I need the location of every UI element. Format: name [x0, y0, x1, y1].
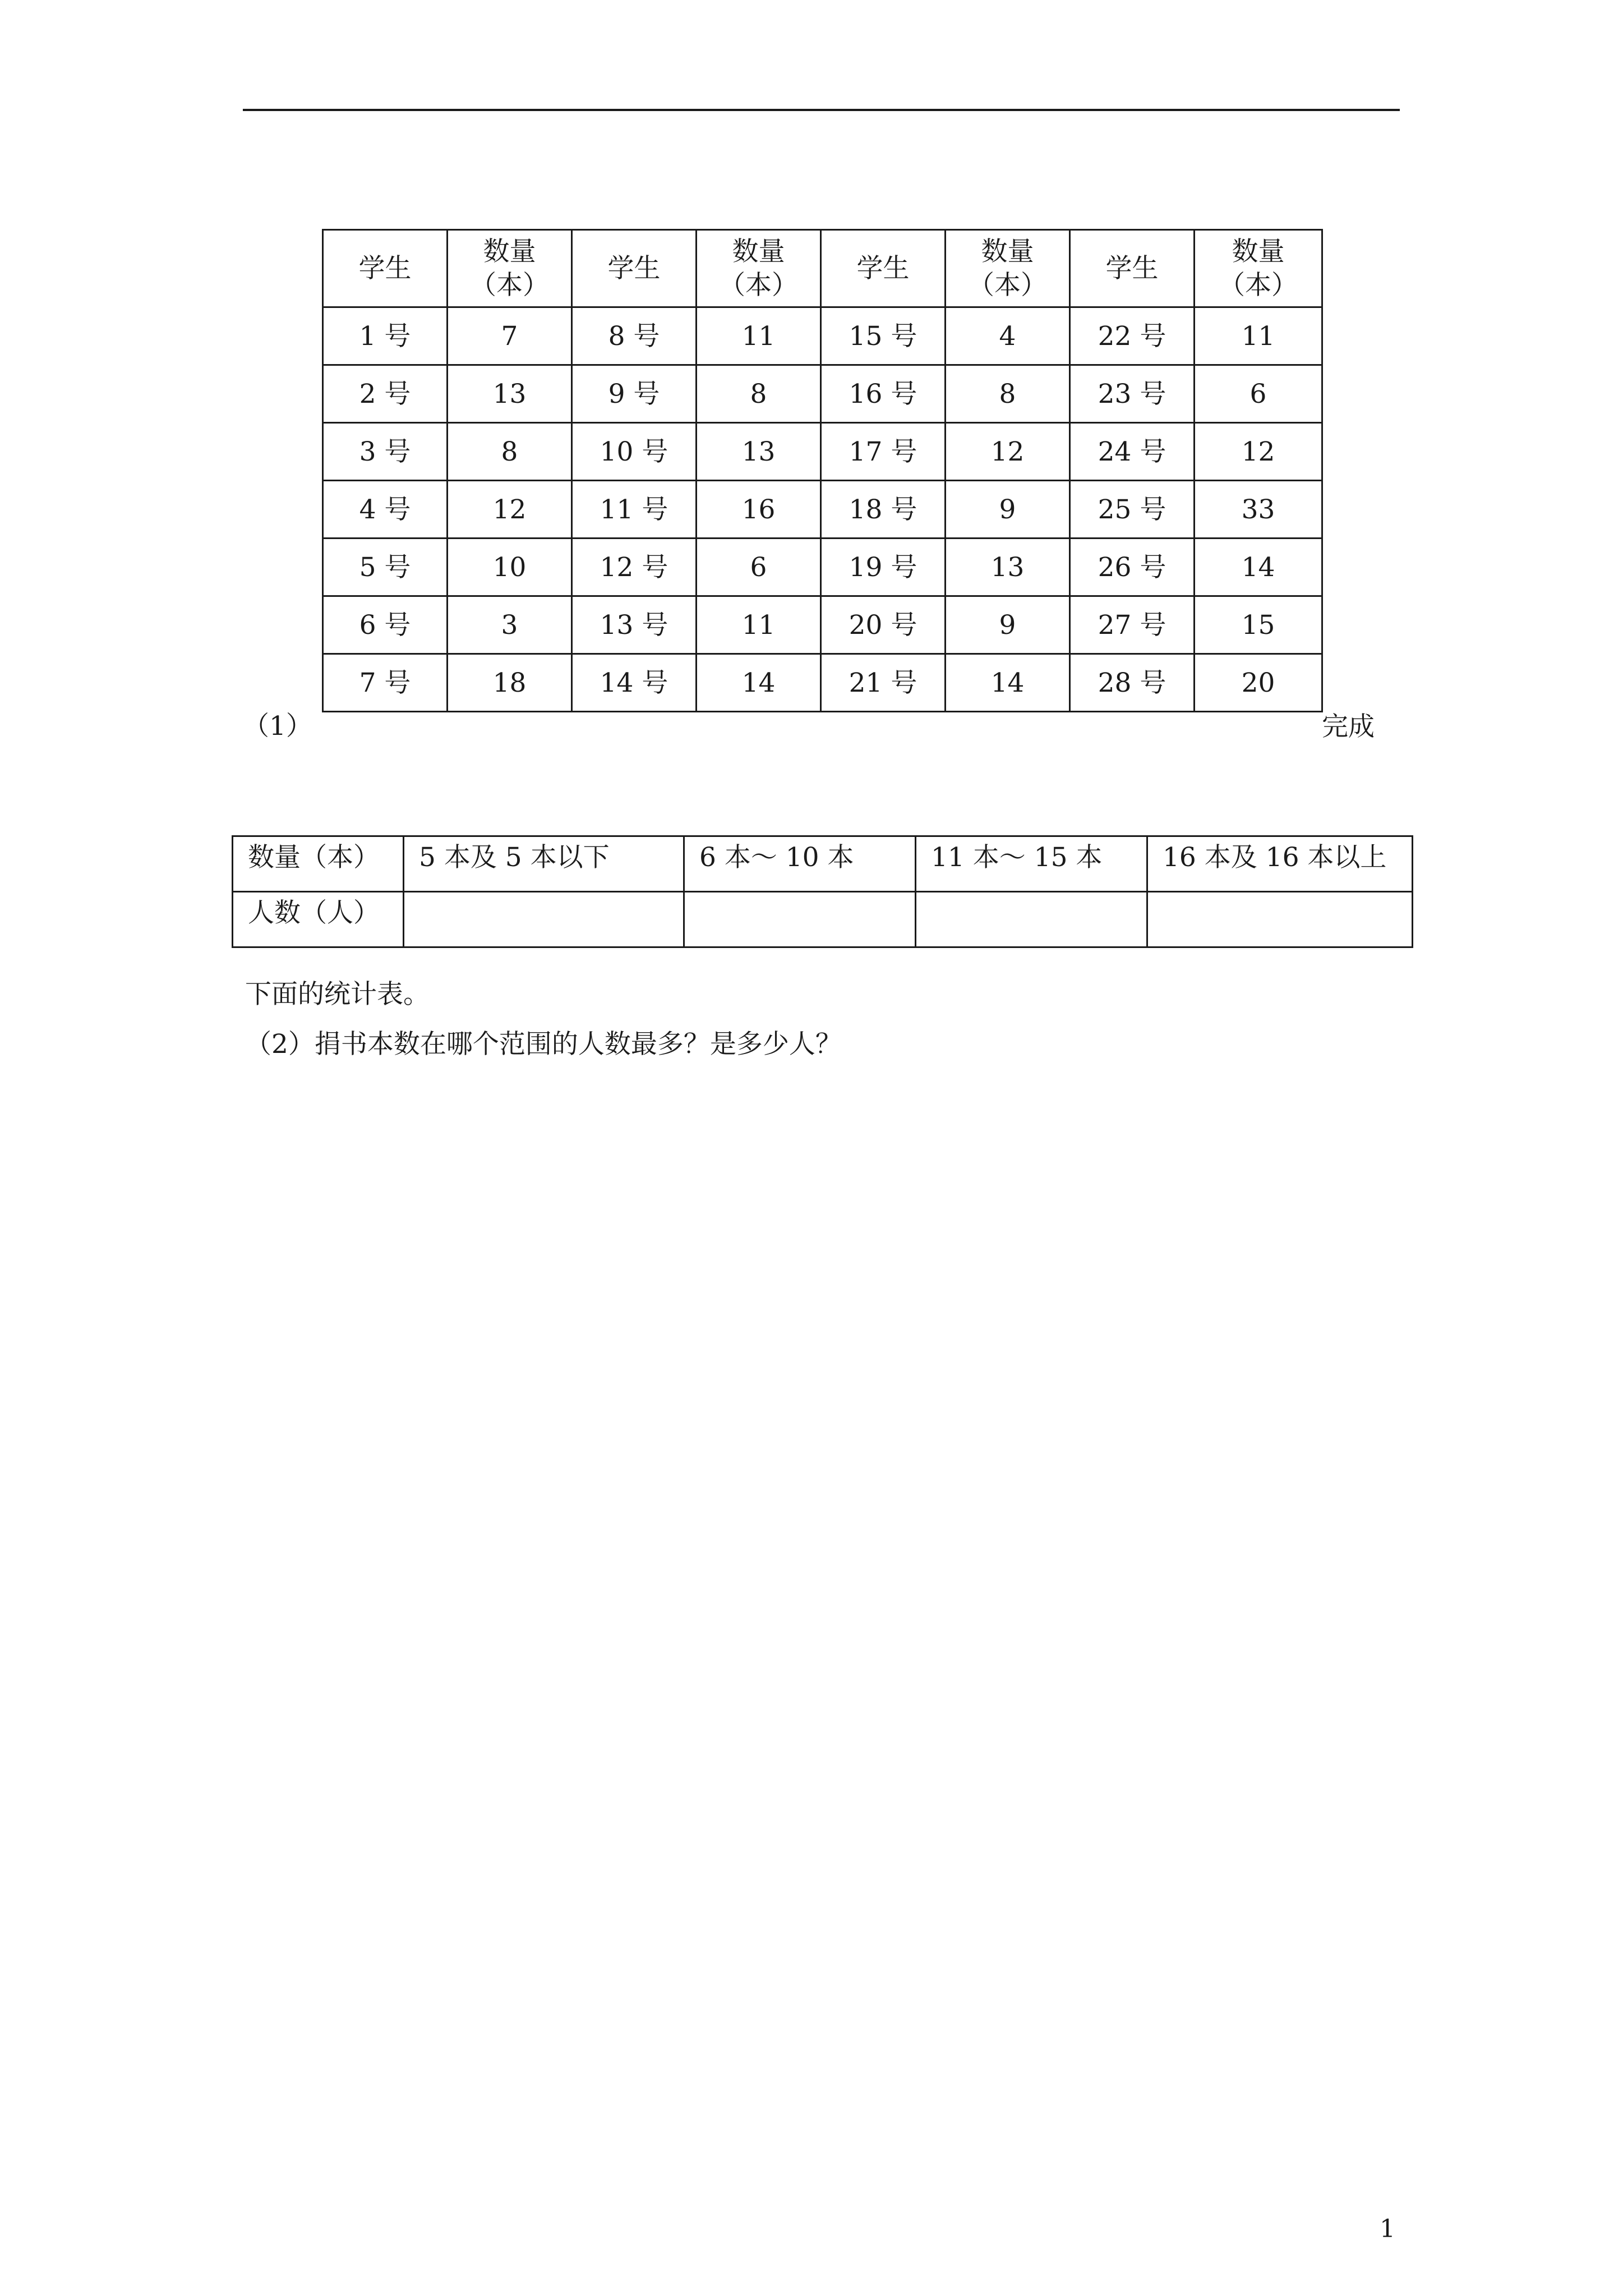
question-1-continuation: 下面的统计表。 — [245, 979, 430, 1010]
student-cell: 1 号 — [323, 307, 448, 365]
range-cell: 6 本～ 10 本 — [684, 836, 916, 892]
quantity-cell: 7 — [448, 307, 572, 365]
student-cell: 8 号 — [572, 307, 697, 365]
table-row — [323, 365, 1322, 423]
student-cell: 24 号 — [1070, 423, 1195, 481]
table-row — [323, 423, 1322, 481]
header-cell — [697, 230, 821, 307]
summary-statistics-table — [232, 835, 1413, 948]
header-cell-line: （本） — [968, 269, 1047, 301]
student-cell: 17 号 — [821, 423, 946, 481]
table-row — [323, 481, 1322, 539]
student-cell: 13 号 — [572, 596, 697, 654]
quantity-cell: 14 — [697, 654, 821, 712]
range-cell: 11 本～ 15 本 — [916, 836, 1147, 892]
quantity-cell: 11 — [697, 307, 821, 365]
quantity-cell: 14 — [1195, 539, 1322, 596]
answer-blank-cell[interactable] — [916, 892, 1147, 947]
quantity-cell: 11 — [1195, 307, 1322, 365]
header-cell-line: 数量 — [981, 236, 1034, 267]
quantity-cell: 8 — [448, 423, 572, 481]
student-cell: 14 号 — [572, 654, 697, 712]
student-cell: 9 号 — [572, 365, 697, 423]
question-2: （2）捐书本数在哪个范围的人数最多？是多少人？ — [245, 1029, 842, 1060]
quantity-cell: 18 — [448, 654, 572, 712]
student-cell: 20 号 — [821, 596, 946, 654]
range-cell: 5 本及 5 本以下 — [404, 836, 684, 892]
header-rule — [243, 109, 1400, 111]
student-cell: 15 号 — [821, 307, 946, 365]
summary-row-label: 数量（本） — [233, 836, 404, 892]
header-cell: 学生 — [1070, 230, 1195, 307]
header-cell — [448, 230, 572, 307]
student-cell: 18 号 — [821, 481, 946, 539]
student-cell: 2 号 — [323, 365, 448, 423]
student-cell: 23 号 — [1070, 365, 1195, 423]
summary-row-label: 人数（人） — [233, 892, 404, 947]
quantity-cell: 12 — [1195, 423, 1322, 481]
quantity-cell: 15 — [1195, 596, 1322, 654]
header-cell-line: 数量 — [1232, 236, 1285, 267]
quantity-cell: 13 — [946, 539, 1070, 596]
quantity-cell: 4 — [946, 307, 1070, 365]
student-cell: 11 号 — [572, 481, 697, 539]
table-row — [323, 654, 1322, 712]
student-cell: 22 号 — [1070, 307, 1195, 365]
quantity-cell: 8 — [946, 365, 1070, 423]
header-cell-line: （本） — [470, 269, 549, 301]
question-1-number: （1） — [243, 711, 312, 742]
header-cell — [1195, 230, 1322, 307]
student-cell: 10 号 — [572, 423, 697, 481]
quantity-cell: 33 — [1195, 481, 1322, 539]
summary-range-row — [233, 836, 1413, 892]
student-cell: 25 号 — [1070, 481, 1195, 539]
header-cell: 学生 — [821, 230, 946, 307]
quantity-cell: 6 — [1195, 365, 1322, 423]
quantity-cell: 13 — [697, 423, 821, 481]
student-cell: 28 号 — [1070, 654, 1195, 712]
header-cell-line: 数量 — [483, 236, 536, 267]
answer-blank-cell[interactable] — [684, 892, 916, 947]
quantity-cell: 9 — [946, 596, 1070, 654]
quantity-cell: 20 — [1195, 654, 1322, 712]
quantity-cell: 13 — [448, 365, 572, 423]
quantity-cell: 14 — [946, 654, 1070, 712]
answer-blank-cell[interactable] — [1147, 892, 1413, 947]
page-number: 1 — [1380, 2215, 1395, 2243]
quantity-cell: 16 — [697, 481, 821, 539]
table-row — [323, 539, 1322, 596]
student-cell: 6 号 — [323, 596, 448, 654]
quantity-cell: 9 — [946, 481, 1070, 539]
quantity-cell: 3 — [448, 596, 572, 654]
header-cell: 学生 — [323, 230, 448, 307]
student-cell: 21 号 — [821, 654, 946, 712]
student-cell: 26 号 — [1070, 539, 1195, 596]
table-header-row — [323, 230, 1322, 307]
student-cell: 19 号 — [821, 539, 946, 596]
student-cell: 4 号 — [323, 481, 448, 539]
header-cell — [946, 230, 1070, 307]
question-1-text: 完成 — [1322, 711, 1375, 742]
quantity-cell: 12 — [946, 423, 1070, 481]
answer-blank-cell[interactable] — [404, 892, 684, 947]
student-cell: 16 号 — [821, 365, 946, 423]
header-cell-line: （本） — [1219, 269, 1298, 301]
student-cell: 27 号 — [1070, 596, 1195, 654]
table-row — [323, 596, 1322, 654]
student-cell: 7 号 — [323, 654, 448, 712]
quantity-cell: 11 — [697, 596, 821, 654]
student-cell: 12 号 — [572, 539, 697, 596]
quantity-cell: 12 — [448, 481, 572, 539]
quantity-cell: 6 — [697, 539, 821, 596]
student-cell: 3 号 — [323, 423, 448, 481]
header-cell-line: （本） — [719, 269, 798, 301]
header-cell-line: 数量 — [732, 236, 785, 267]
range-cell: 16 本及 16 本以上 — [1147, 836, 1413, 892]
student-cell: 5 号 — [323, 539, 448, 596]
summary-count-row — [233, 892, 1413, 947]
quantity-cell: 10 — [448, 539, 572, 596]
table-row — [323, 307, 1322, 365]
donation-data-table — [322, 229, 1323, 712]
quantity-cell: 8 — [697, 365, 821, 423]
header-cell: 学生 — [572, 230, 697, 307]
